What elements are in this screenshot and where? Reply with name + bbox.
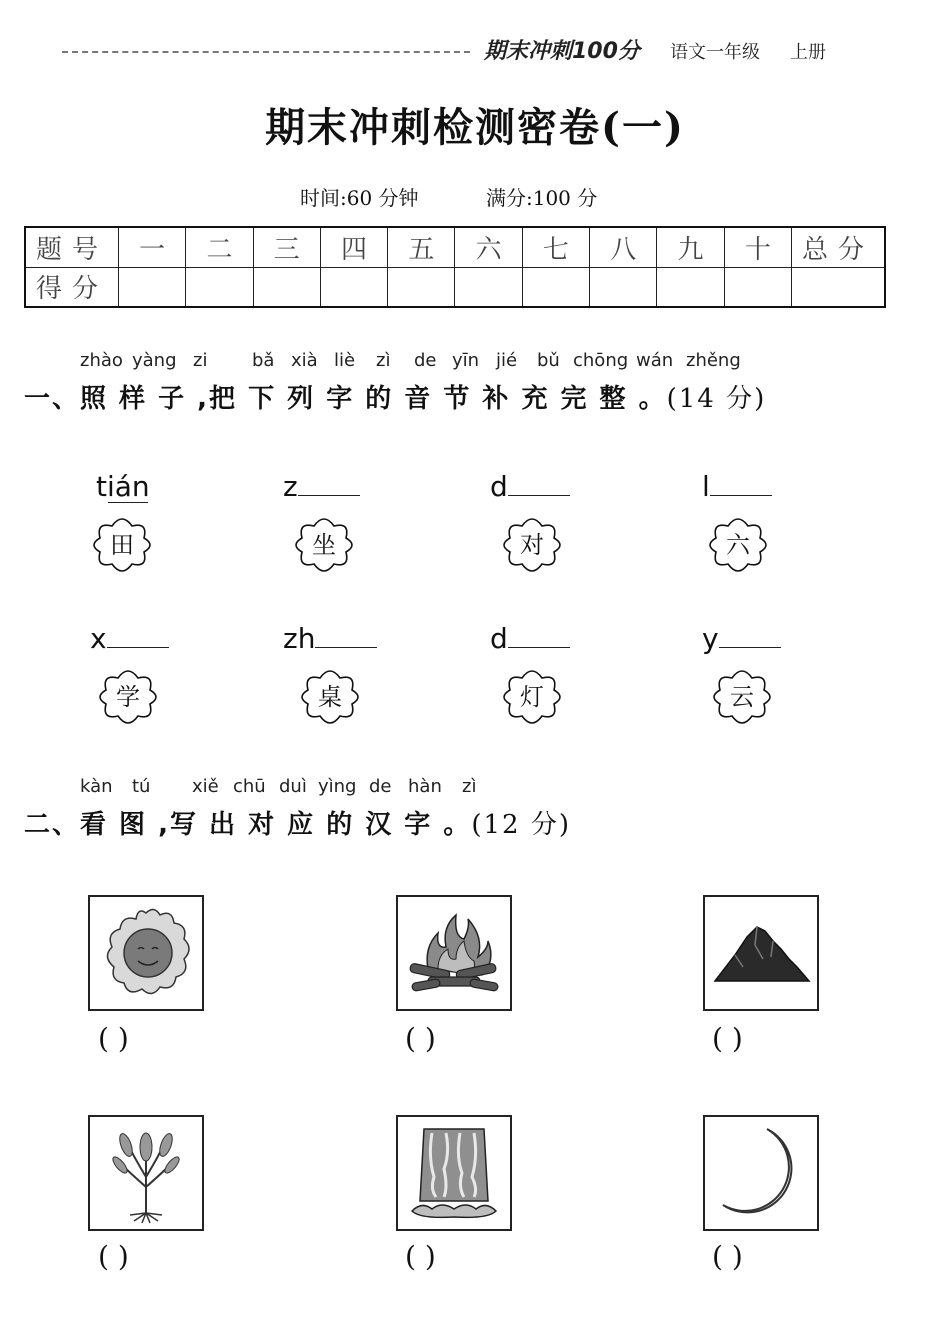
column-header: 七 <box>522 227 589 267</box>
initial: l <box>702 470 710 503</box>
chinese-character: 云 <box>730 683 754 711</box>
score-cell[interactable] <box>590 267 657 307</box>
pinyin: jié <box>496 350 518 371</box>
answer-parentheses[interactable]: ( ) <box>712 1240 743 1273</box>
grain-icon <box>88 1115 204 1231</box>
flower-char-box <box>500 666 564 728</box>
chinese-character: 学 <box>116 683 140 711</box>
flower-char-box <box>710 666 774 728</box>
column-header: 五 <box>388 227 455 267</box>
flower-char-box <box>500 514 564 576</box>
waterfall-icon <box>396 1115 512 1231</box>
flower-char-box <box>96 666 160 728</box>
pinyin: chū <box>233 776 266 797</box>
section2-title <box>24 804 571 841</box>
column-header: 一 <box>119 227 186 267</box>
pinyin: zhěng <box>686 350 741 371</box>
score-cell[interactable] <box>724 267 791 307</box>
initial: y <box>702 622 719 655</box>
chinese-character: 坐 <box>312 531 336 559</box>
column-header: 四 <box>320 227 387 267</box>
section1-title <box>24 378 766 415</box>
column-header: 二 <box>186 227 253 267</box>
syllable-prompt <box>283 622 377 655</box>
pinyin: de <box>414 350 437 371</box>
score-table <box>24 226 886 308</box>
pinyin: yìng <box>318 776 357 797</box>
table-row <box>25 267 885 307</box>
pinyin: bǎ <box>252 350 275 371</box>
syllable-prompt <box>702 622 781 655</box>
syllable-prompt <box>90 622 169 655</box>
score-cell[interactable] <box>522 267 589 307</box>
score-cell[interactable] <box>186 267 253 307</box>
pinyin: tú <box>132 776 151 797</box>
exam-time: 时间:60 分钟 <box>300 186 419 210</box>
syllable-prompt <box>490 470 570 503</box>
chinese-character: 桌 <box>318 683 342 711</box>
section1-title-text: 一、照 样 子 ,把 下 列 字 的 音 节 补 充 完 整 。 <box>24 384 667 414</box>
subject-label: 语文一年级 <box>670 42 760 63</box>
syllable-prompt <box>702 470 772 503</box>
answer-blank[interactable] <box>298 473 360 496</box>
answer-blank[interactable] <box>315 625 377 648</box>
fire-icon <box>396 895 512 1011</box>
pinyin: kàn <box>80 776 113 797</box>
column-header: 三 <box>253 227 320 267</box>
header-dashed-line <box>62 51 470 53</box>
pinyin: zi <box>193 350 208 371</box>
pinyin: yàng <box>132 350 177 371</box>
pinyin: hàn <box>408 776 442 797</box>
pinyin: de <box>369 776 392 797</box>
flower-char-box <box>292 514 356 576</box>
answer-parentheses[interactable]: ( ) <box>712 1022 743 1055</box>
score-cell[interactable] <box>253 267 320 307</box>
chinese-character: 田 <box>110 531 134 559</box>
syllable-prompt <box>490 622 570 655</box>
exam-full-score: 满分:100 分 <box>486 186 598 210</box>
flower-char-box <box>298 666 362 728</box>
pinyin: bǔ <box>537 350 560 371</box>
mountain-icon <box>703 895 819 1011</box>
sun-icon <box>88 895 204 1011</box>
syllable-example: tián <box>96 470 150 503</box>
syllable-prompt <box>283 470 360 503</box>
answer-blank[interactable] <box>107 625 169 648</box>
pinyin: xiě <box>192 776 219 797</box>
score-cell[interactable] <box>119 267 186 307</box>
volume-label: 上册 <box>790 42 826 63</box>
score-cell-total[interactable] <box>792 267 886 307</box>
column-header: 十 <box>724 227 791 267</box>
pinyin: zì <box>376 350 391 371</box>
section2-title-text: 二、看 图 ,写 出 对 应 的 汉 字 。 <box>24 810 472 840</box>
pinyin: wán <box>636 350 674 371</box>
answer-parentheses[interactable]: ( ) <box>98 1240 129 1273</box>
score-cell[interactable] <box>320 267 387 307</box>
pinyin: liè <box>334 350 356 371</box>
initial: z <box>283 470 298 503</box>
page-title: 期末冲刺检测密卷(一) <box>265 104 685 151</box>
moon-icon <box>703 1115 819 1231</box>
row-label-question-number: 题号 <box>25 227 119 267</box>
flower-char-box <box>706 514 770 576</box>
column-header: 八 <box>590 227 657 267</box>
initial: x <box>90 622 107 655</box>
score-cell[interactable] <box>388 267 455 307</box>
pinyin: chōng <box>573 350 629 371</box>
section1-points: (14 分) <box>666 384 767 414</box>
section2-points: (12 分) <box>471 810 571 840</box>
series-brand: 期末冲刺100分 <box>484 39 640 64</box>
pinyin: zhào <box>80 350 123 371</box>
answer-blank[interactable] <box>508 473 570 496</box>
initial: zh <box>283 622 316 655</box>
answer-parentheses[interactable]: ( ) <box>405 1240 436 1273</box>
table-row <box>25 227 885 267</box>
initial: d <box>490 622 508 655</box>
pinyin: xià <box>291 350 318 371</box>
chinese-character: 六 <box>726 531 750 559</box>
chinese-character: 对 <box>520 531 544 559</box>
answer-parentheses[interactable]: ( ) <box>98 1022 129 1055</box>
answer-blank[interactable] <box>710 473 772 496</box>
pinyin: zì <box>462 776 477 797</box>
example-underline <box>108 502 148 503</box>
chinese-character: 灯 <box>520 683 544 711</box>
pinyin: yīn <box>452 350 480 371</box>
initial: d <box>490 470 508 503</box>
answer-blank[interactable] <box>719 625 781 648</box>
answer-blank[interactable] <box>508 625 570 648</box>
row-label-score: 得分 <box>25 267 119 307</box>
column-header: 九 <box>657 227 724 267</box>
flower-char-box <box>90 514 154 576</box>
score-cell[interactable] <box>455 267 522 307</box>
pinyin: duì <box>279 776 307 797</box>
answer-parentheses[interactable]: ( ) <box>405 1022 436 1055</box>
column-header: 六 <box>455 227 522 267</box>
column-header-total: 总分 <box>792 227 886 267</box>
score-cell[interactable] <box>657 267 724 307</box>
